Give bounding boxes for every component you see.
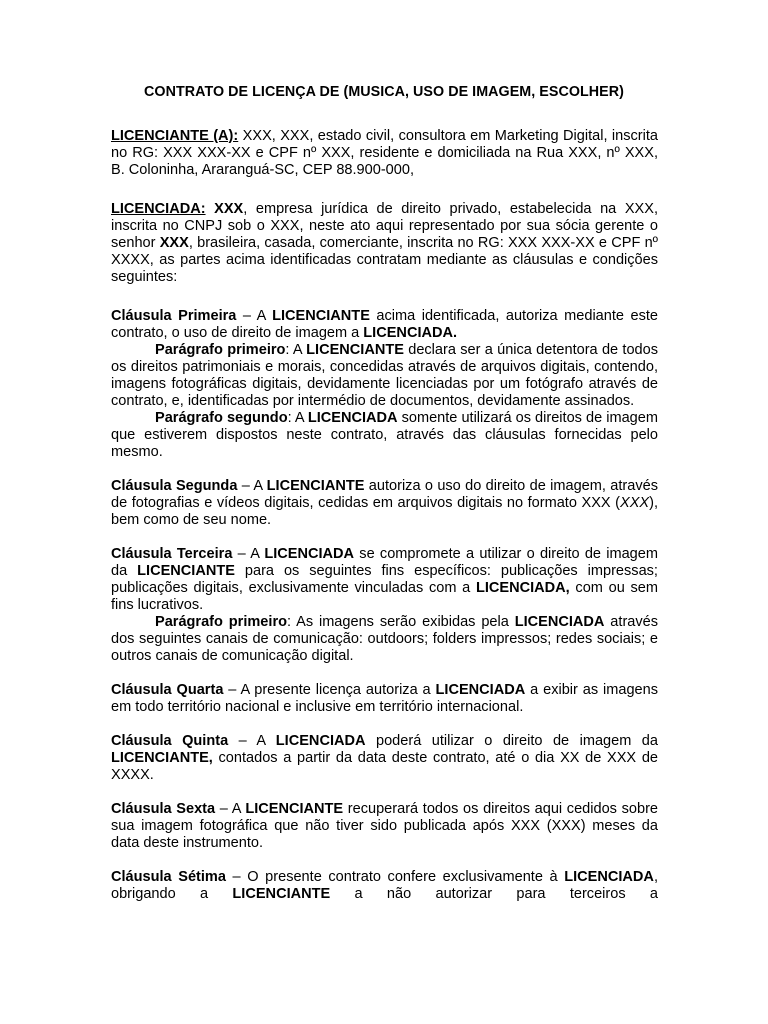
clausula-segunda: Cláusula Segunda – A LICENCIANTE autoriza o uso do direito de imagem, através de fotografias e vídeos digitais, cedidas em arquivos digitais no formato XXX (XXX), bem como de seu nome. <box>111 478 658 528</box>
paragrafo-label: Parágrafo primeiro <box>155 342 286 358</box>
clausula-label: Cláusula Segunda <box>111 478 238 494</box>
clausula-quarta: Cláusula Quarta – A presente licença autoriza a LICENCIADA a exibir as imagens em todo território nacional e inclusive em território internacional. <box>111 682 658 715</box>
clausula-terceira-paragrafo-primeiro: Parágrafo primeiro: As imagens serão exibidas pela LICENCIADA através dos seguintes canais de comunicação: outdoors; folders impressos; redes sociais; e outros canais de comunicação digital. <box>111 614 659 664</box>
clausula-label: Cláusula Primeira <box>111 308 237 324</box>
clausula-label: Cláusula Quinta <box>111 733 229 749</box>
clausula-primeira: Cláusula Primeira – A LICENCIANTE acima identificada, autoriza mediante este contrato, o uso de direito de imagem a LICENCIADA. <box>111 308 658 341</box>
clausula-terceira: Cláusula Terceira – A LICENCIADA se compromete a utilizar o direito de imagem da LICENCIANTE para os seguintes fins específicos: publicações impressas; publicações digitais, exclusivamente vinculadas com a LICENCIADA, com ou sem fins lucrativos. <box>111 546 658 613</box>
clausula-label: Cláusula Quarta <box>111 682 224 698</box>
clausula-label: Cláusula Sétima <box>111 869 226 885</box>
licenciante-label: LICENCIANTE (A): <box>111 128 239 144</box>
clausula-sexta: Cláusula Sexta – A LICENCIANTE recuperará todos os direitos aqui cedidos sobre sua imagem fotográfica que não tiver sido publicada após XXX (XXX) meses da data deste instrumento. <box>111 801 658 851</box>
clausula-label: Cláusula Terceira <box>111 546 233 562</box>
clausula-primeira-paragrafo-segundo: Parágrafo segundo: A LICENCIADA somente utilizará os direitos de imagem que estiverem dispostos neste contrato, através das cláusulas fornecidas pelo mesmo. <box>111 410 658 460</box>
clausula-primeira-paragrafo-primeiro: Parágrafo primeiro: A LICENCIANTE declara ser a única detentora de todos os direitos patrimoniais e morais, concedidas através de arquivos digitais, contendo, imagens fotográficas digitais, devidamente licenciadas por um fotógrafo através de contrato, e, identificadas por intermédio de documentos, devidamente assinados. <box>111 342 658 409</box>
paragrafo-label: Parágrafo primeiro <box>155 614 287 630</box>
paragrafo-label: Parágrafo segundo <box>155 410 288 426</box>
document-title: CONTRATO DE LICENÇA DE (MUSICA, USO DE IMAGEM, ESCOLHER) <box>144 84 624 100</box>
licenciante-paragraph: LICENCIANTE (A): XXX, XXX, estado civil, consultora em Marketing Digital, inscrita no RG: XXX XXX-XX e CPF nº XXX, residente e domiciliada na Rua XXX, nº XXX, B. Coloninha, Araranguá-SC, CEP 88.900-000, <box>111 128 658 178</box>
clausula-label: Cláusula Sexta <box>111 801 216 817</box>
clausula-quinta: Cláusula Quinta – A LICENCIADA poderá utilizar o direito de imagem da LICENCIANTE, contados a partir da data deste contrato, até o dia XX de XXX de XXXX. <box>111 733 658 783</box>
clausula-setima: Cláusula Sétima – O presente contrato confere exclusivamente à LICENCIADA, obrigando a LICENCIANTE a não autorizar para terceiros a <box>111 869 658 902</box>
licenciada-paragraph: LICENCIADA: XXX, empresa jurídica de direito privado, estabelecida na XXX, inscrita no CNPJ sob o XXX, neste ato aqui representado por sua sócia gerente o senhor XXX, brasileira, casada, comerciante, inscrita no RG: XXX XXX-XX e CPF nº XXXX, as partes acima identificadas contratam mediante as cláusulas e condições seguintes: <box>111 201 659 285</box>
document-body <box>111 128 658 903</box>
licenciada-label: LICENCIADA: <box>111 201 206 217</box>
